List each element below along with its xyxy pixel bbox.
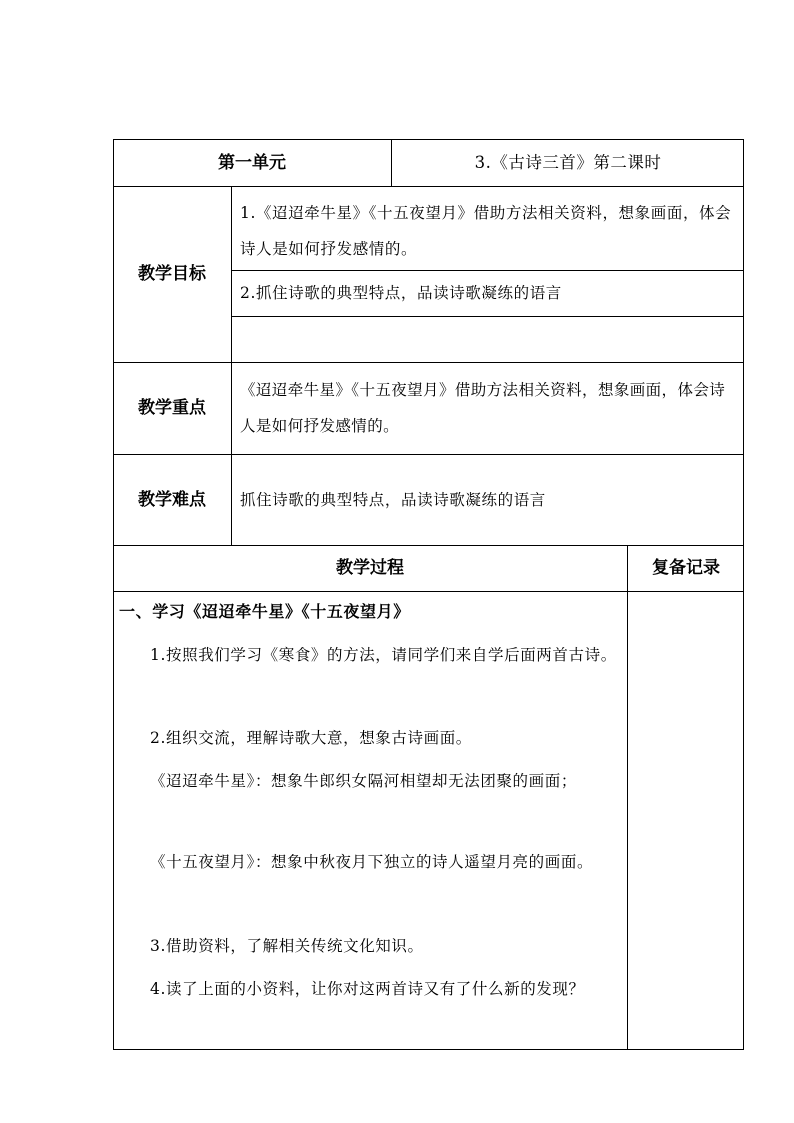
- lesson-title: 3.《古诗三首》第二课时: [474, 152, 662, 172]
- key-points-text: 《迢迢牵牛星》《十五夜望月》借助方法相关资料，想象画面，体会诗人是如何抒发感情的。: [240, 381, 726, 435]
- process-header: 教学过程: [336, 558, 404, 578]
- row-divider: [231, 316, 744, 317]
- process-step: 1.按照我们学习《寒食》的方法，请同学们来自学后面两首古诗。: [150, 646, 617, 664]
- process-step: 2.组织交流，理解诗歌大意，想象古诗画面。: [150, 729, 472, 747]
- objectives-label: 教学目标: [138, 264, 206, 284]
- objective-2: 2.抓住诗歌的典型特点，品读诗歌凝练的语言: [240, 284, 562, 302]
- row-divider: [231, 270, 744, 271]
- unit-title: 第一单元: [218, 152, 286, 173]
- section-title: 一、学习《迢迢牵牛星》《十五夜望月》: [119, 602, 410, 621]
- process-step: 《迢迢牵牛星》：想象牛郎织女隔河相望却无法团聚的画面；: [150, 772, 577, 790]
- col-divider: [231, 186, 232, 546]
- notes-header: 复备记录: [652, 558, 720, 578]
- difficulties-text: 抓住诗歌的典型特点，品读诗歌凝练的语言: [240, 491, 546, 509]
- difficulties-label: 教学难点: [138, 489, 206, 510]
- process-step: 《十五夜望月》：想象中秋夜月下独立的诗人遥望月亮的画面。: [150, 853, 594, 871]
- process-step: 4.读了上面的小资料，让你对这两首诗又有了什么新的发现？: [150, 980, 585, 998]
- objective-1: 1.《迢迢牵牛星》《十五夜望月》借助方法相关资料，想象画面，体会诗人是如何抒发感情的。: [240, 204, 732, 258]
- process-step: 3.借助资料，了解相关传统文化知识。: [150, 937, 424, 955]
- notes-column: [628, 592, 744, 1050]
- key-points-label: 教学重点: [138, 398, 206, 418]
